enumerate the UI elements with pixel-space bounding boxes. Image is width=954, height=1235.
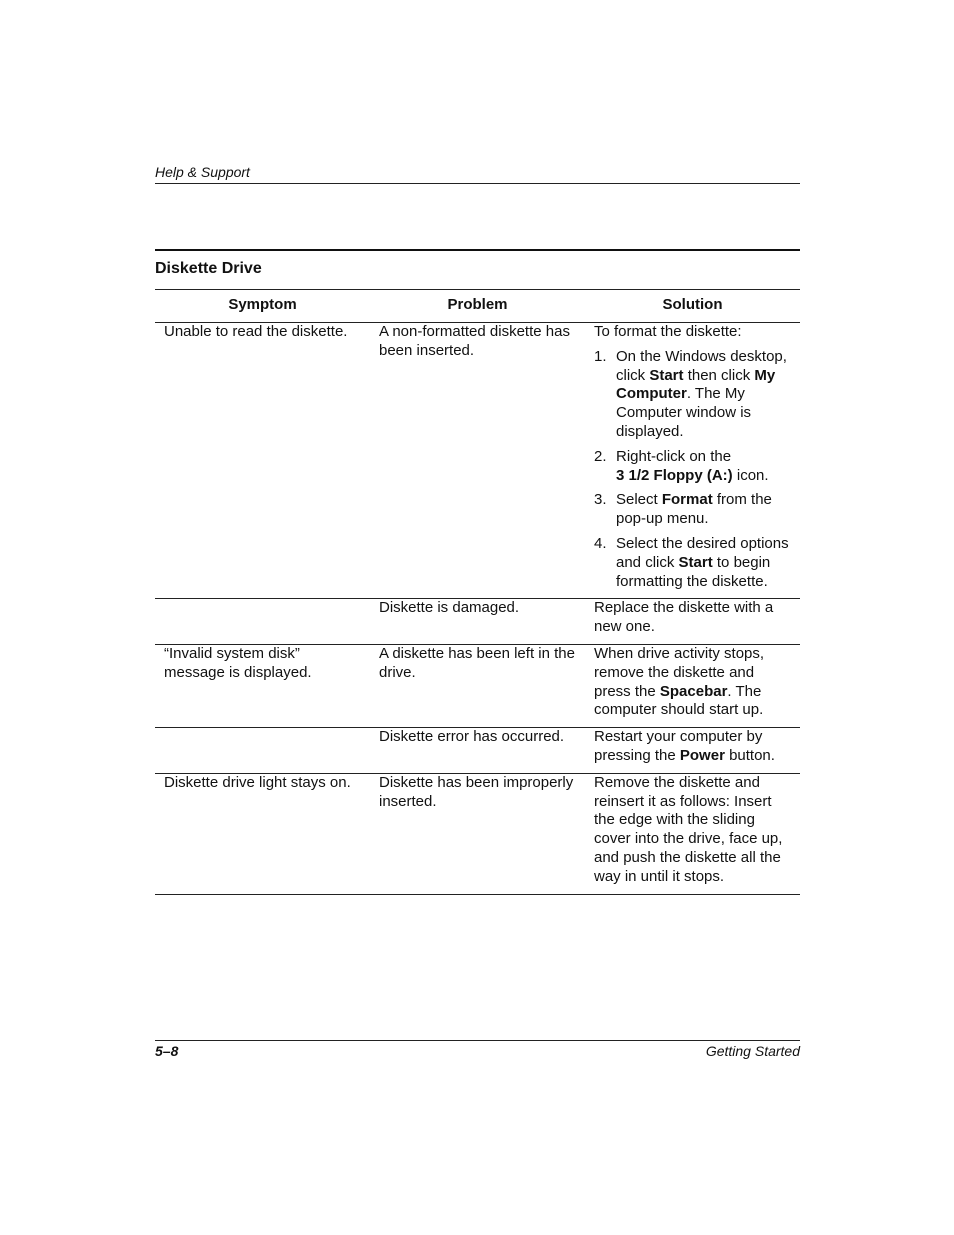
step-ui-term: Start (678, 553, 713, 571)
table-row (155, 644, 800, 727)
table-row (155, 599, 800, 645)
solution-cell (585, 323, 800, 599)
step-text: Right-click on the (616, 447, 732, 465)
symptom-cell (155, 644, 370, 727)
step-text: . The My Computer window is displayed. (616, 385, 752, 440)
document-page (155, 0, 800, 1235)
solution-cell (585, 644, 800, 727)
problem-text: Diskette has been improperly inserted. (379, 773, 574, 810)
symptom-cell (155, 728, 370, 774)
solution-text (594, 599, 794, 637)
step-text: On the Windows desktop, click (616, 347, 787, 384)
problem-cell (370, 323, 585, 599)
book-title: Getting Started (705, 1043, 800, 1059)
solution-ui-term: Power (679, 746, 725, 764)
header-rule (155, 183, 800, 184)
problem-cell (370, 773, 585, 894)
step-text: then click (683, 366, 755, 384)
symptom-cell (155, 323, 370, 599)
symptom-text: Diskette drive light stays on. (164, 773, 351, 791)
step-number: 4. (594, 534, 607, 552)
solution-cell (585, 728, 800, 774)
step-ui-term: My Computer (616, 366, 776, 403)
solution-text (594, 645, 794, 720)
solution-step (594, 448, 794, 486)
solution-step (594, 491, 794, 529)
solution-cell (585, 773, 800, 894)
problem-cell (370, 644, 585, 727)
problem-text: Diskette error has occurred. (379, 728, 565, 746)
solution-steps (594, 348, 794, 592)
symptom-text: “Invalid system disk” message is displayed. (164, 644, 312, 681)
step-text: Select the desired options and click (616, 534, 789, 571)
step-text: from the pop-up menu. (616, 491, 772, 528)
symptom-text: Unable to read the diskette. (164, 323, 348, 340)
problem-text: A diskette has been left in the drive. (379, 644, 575, 681)
column-header-solution: Solution (585, 290, 800, 323)
solution-text (594, 774, 794, 887)
page-number: 5–8 (155, 1043, 179, 1059)
problem-cell (370, 728, 585, 774)
solution-step (594, 535, 794, 591)
table-row (155, 773, 800, 894)
solution-text-part: . The computer should start up. (594, 682, 764, 719)
troubleshooting-table-section (155, 249, 800, 895)
table-title: Diskette Drive (155, 260, 262, 277)
column-header-problem: Problem (370, 290, 585, 323)
solution-text-part: When drive activity stops, remove the diskette and press the (594, 644, 765, 700)
problem-cell (370, 599, 585, 645)
solution-text-part: Restart your computer by pressing the (594, 728, 763, 764)
solution-text-part: Remove the diskette and reinsert it as follows: Insert the edge with the sliding cover into the drive, face up, and push the diskette all the way in until it stops. (594, 773, 783, 885)
column-header-symptom: Symptom (155, 290, 370, 323)
solution-cell (585, 599, 800, 645)
problem-text: Diskette is damaged. (379, 599, 520, 617)
step-number: 3. (594, 491, 607, 509)
symptom-cell (155, 773, 370, 894)
step-text: Select (616, 491, 662, 509)
step-ui-term: Format (661, 491, 713, 509)
step-ui-term: Start (649, 366, 684, 384)
step-number: 1. (594, 347, 607, 365)
solution-text (594, 728, 794, 766)
table-row (155, 323, 800, 599)
step-ui-term: 3 1/2 Floppy (A:) (616, 466, 733, 484)
symptom-cell (155, 599, 370, 645)
solution-ui-term: Spacebar (659, 682, 728, 700)
step-text: to begin formatting the diskette. (616, 553, 771, 590)
solution-step (594, 348, 794, 442)
table-row (155, 728, 800, 774)
solution-text-part: button. (724, 746, 775, 764)
solution-lead: To format the diskette: (594, 323, 742, 340)
running-header: Help & Support (155, 164, 250, 180)
problem-text: A non-formatted diskette has been inserted. (379, 323, 570, 359)
footer-rule (155, 1040, 800, 1041)
troubleshooting-table (155, 289, 800, 895)
step-number: 2. (594, 447, 607, 465)
table-header-row (155, 290, 800, 323)
step-text: icon. (732, 466, 769, 484)
solution-text-part: Replace the diskette with a new one. (594, 599, 774, 636)
